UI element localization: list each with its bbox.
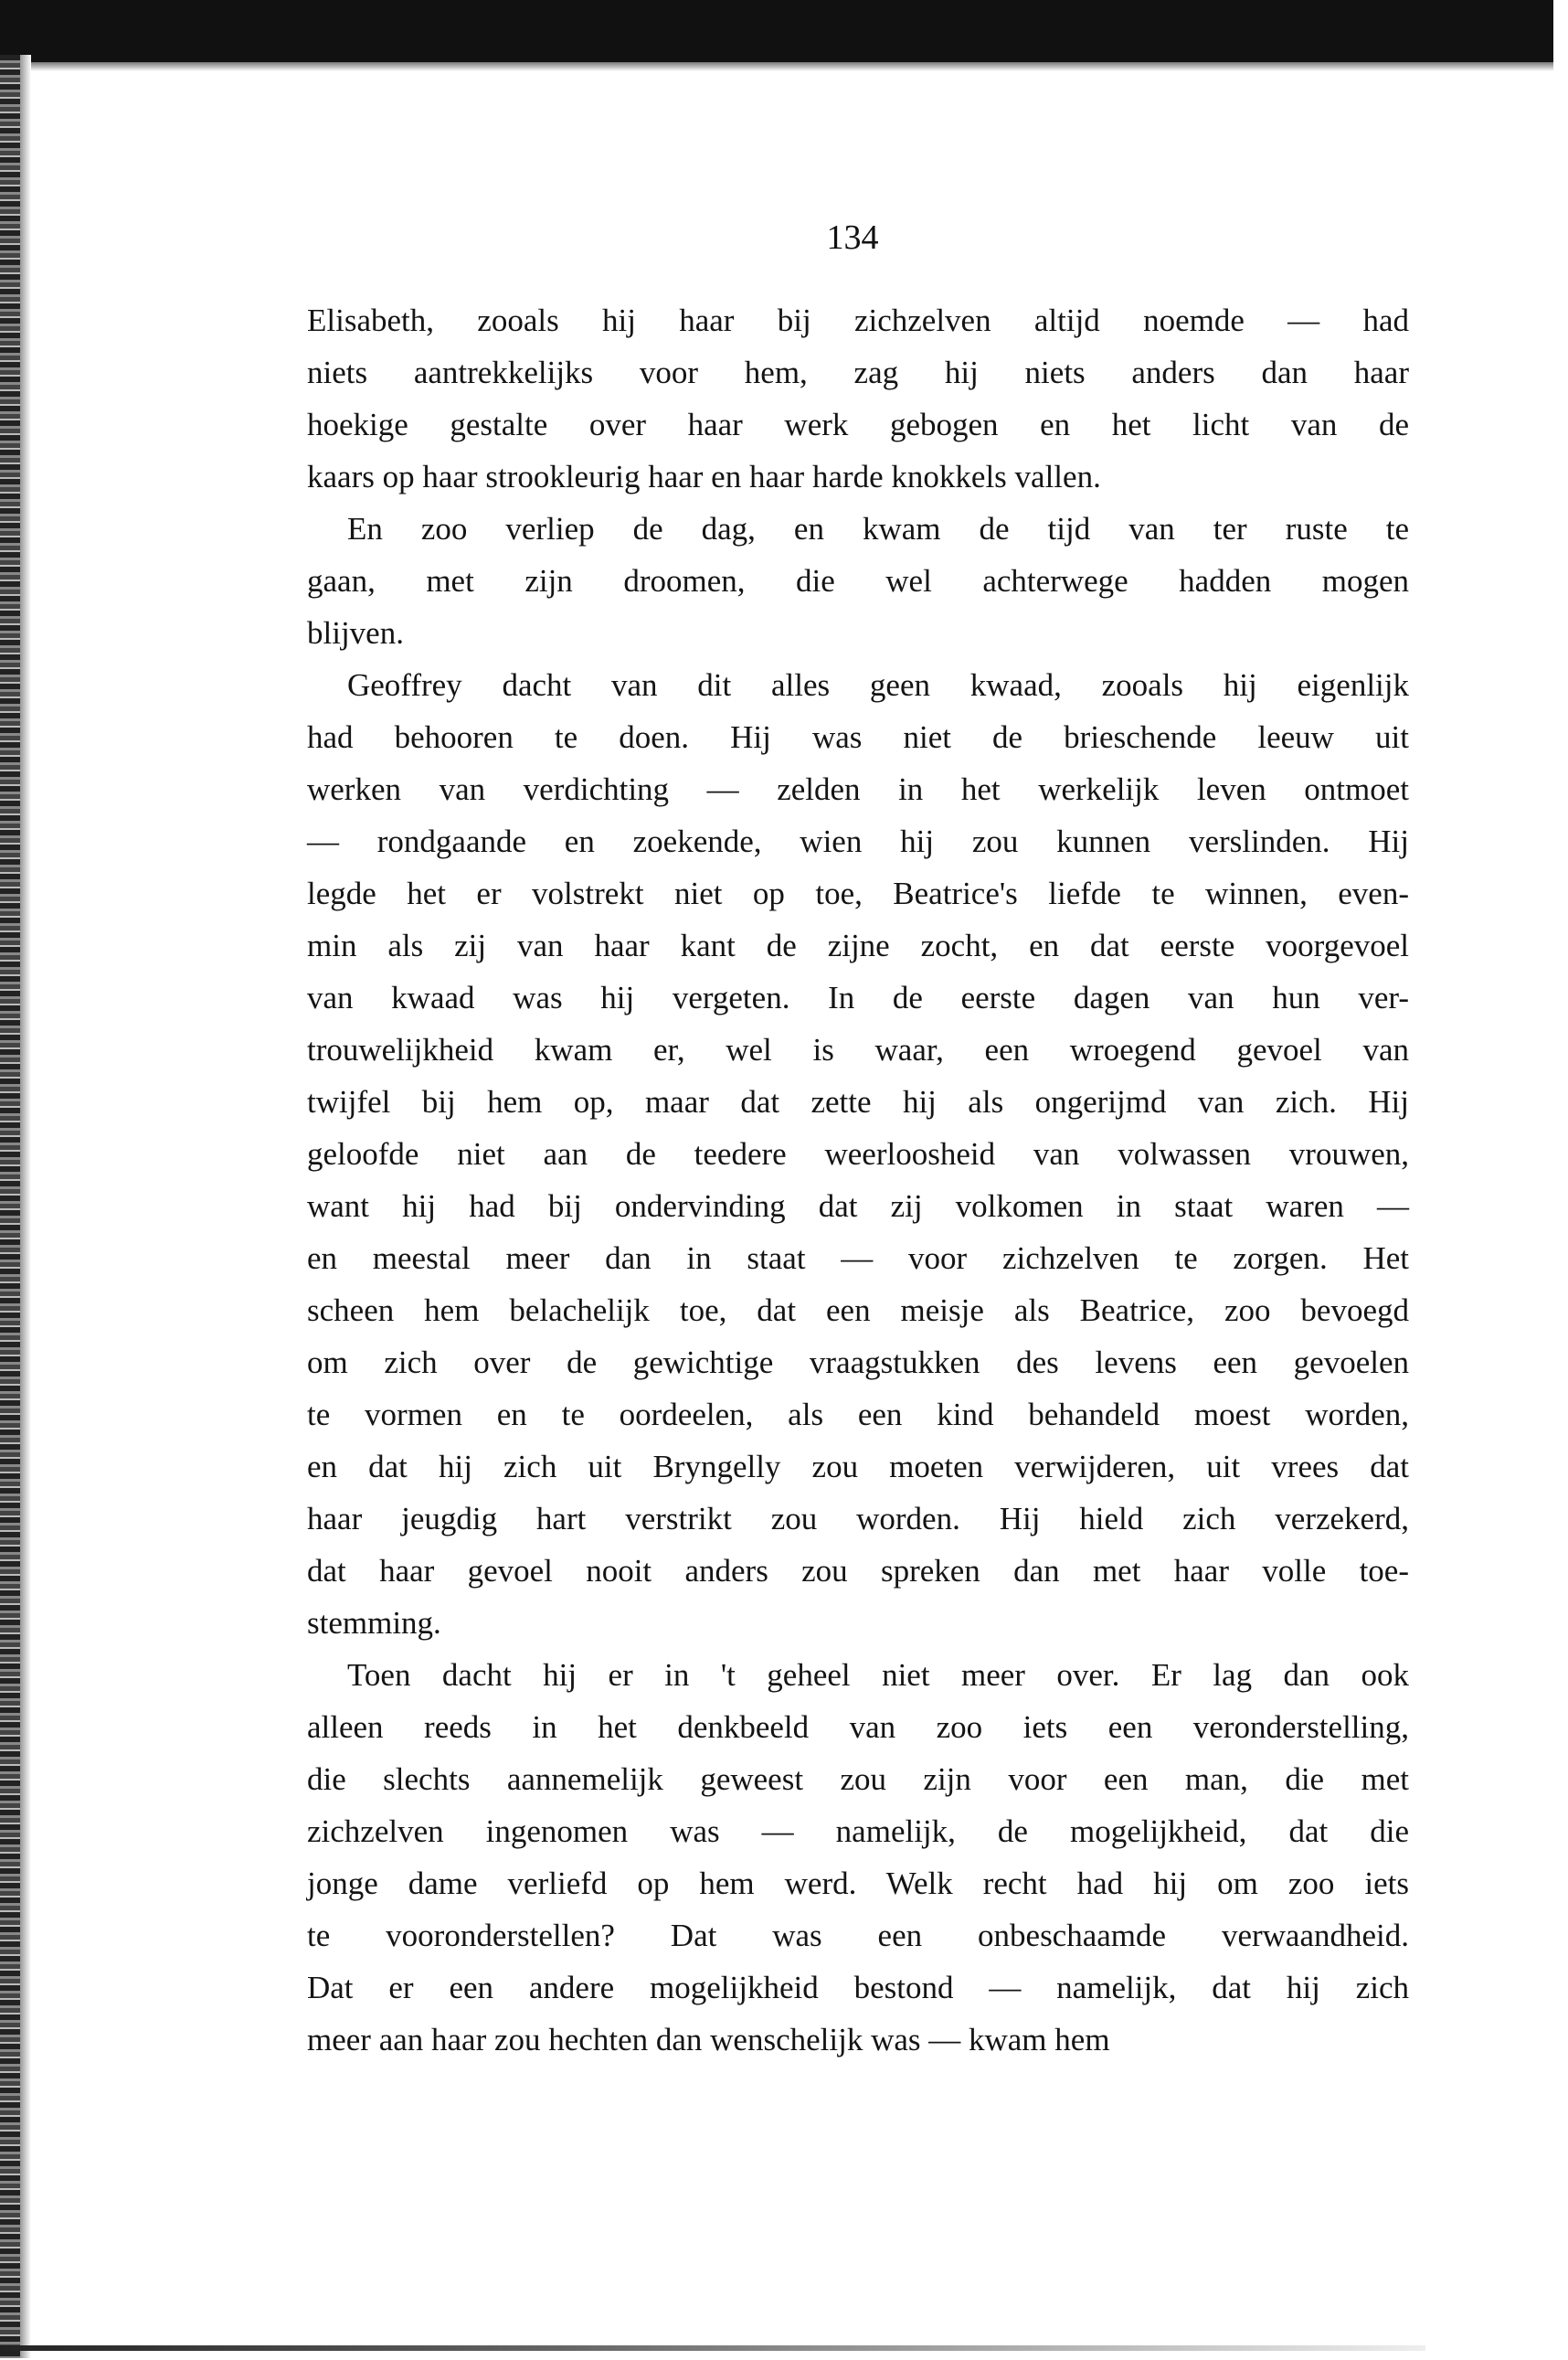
text-line: Dat er een andere mogelijkheid bestond — namelijk, dat hij zich: [307, 1970, 1409, 2005]
text-line: alleen reeds in het denkbeeld van zoo iets een veronderstelling,: [307, 1709, 1409, 1745]
text-line: te vormen en te oordeelen, als een kind behandeld moest worden,: [307, 1397, 1409, 1432]
text-line: trouwelijkheid kwam er, wel is waar, een wroegend gevoel van: [307, 1032, 1409, 1068]
text-line: van kwaad was hij vergeten. In de eerste dagen van hun ver-: [307, 980, 1409, 1015]
text-line: legde het er volstrekt niet op toe, Beatrice's liefde te winnen, even-: [307, 876, 1409, 911]
text-line: jonge dame verliefd op hem werd. Welk recht had hij om zoo iets: [307, 1866, 1409, 1901]
text-line: meer aan haar zou hechten dan wenschelijk was — kwam hem: [307, 2022, 1110, 2057]
text-line: blijven.: [307, 615, 404, 651]
text-line: te vooronderstellen? Dat was een onbeschaamde verwaandheid.: [307, 1918, 1409, 1953]
text-line: stemming.: [307, 1605, 441, 1641]
text-line: en meestal meer dan in staat — voor zichzelven te zorgen. Het: [307, 1240, 1409, 1276]
scan-bottom-border: [0, 2345, 1425, 2351]
text-line: zichzelven ingenomen was — namelijk, de mogelijkheid, dat die: [307, 1813, 1409, 1849]
scan-left-border: [0, 55, 20, 2358]
text-line: want hij had bij ondervinding dat zij volkomen in staat waren —: [307, 1188, 1409, 1224]
paragraph: [307, 503, 1409, 659]
text-line: had behooren te doen. Hij was niet de brieschende leeuw uit: [307, 719, 1409, 755]
text-line: kaars op haar strookleurig haar en haar harde knokkels vallen.: [307, 459, 1101, 494]
text-line: dat haar gevoel nooit anders zou spreken dan met haar volle toe-: [307, 1553, 1409, 1589]
text-line: en dat hij zich uit Bryngelly zou moeten verwijderen, uit vrees dat: [307, 1449, 1409, 1484]
text-line: geloofde niet aan de teedere weerloosheid van volwassen vrouwen,: [307, 1136, 1409, 1172]
text-line: Elisabeth, zooals hij haar bij zichzelven altijd noemde — had: [307, 303, 1409, 338]
text-line: gaan, met zijn droomen, die wel achterwege hadden mogen: [307, 563, 1409, 599]
text-line: werken van verdichting — zelden in het werkelijk leven ontmoet: [307, 771, 1409, 807]
page-number: 134: [826, 218, 879, 257]
text-line: En zoo verliep de dag, en kwam de tijd van ter ruste te: [347, 511, 1409, 547]
text-line: — rondgaande en zoekende, wien hij zou kunnen verslinden. Hij: [307, 824, 1409, 859]
scan-top-shadow: [0, 62, 1553, 71]
paragraph: [307, 294, 1409, 503]
body-text: [307, 294, 1409, 2066]
paragraph: [307, 659, 1409, 1649]
scan-top-border: [0, 0, 1553, 62]
text-line: scheen hem belachelijk toe, dat een meisje als Beatrice, zoo bevoegd: [307, 1292, 1409, 1328]
text-line: twijfel bij hem op, maar dat zette hij als ongerijmd van zich. Hij: [307, 1084, 1409, 1120]
text-line: Toen dacht hij er in 't geheel niet meer over. Er lag dan ook: [347, 1657, 1409, 1693]
paragraph: [307, 1649, 1409, 2066]
scan-left-shadow: [20, 55, 31, 2358]
text-line: die slechts aannemelijk geweest zou zijn voor een man, die met: [307, 1761, 1409, 1797]
text-line: haar jeugdig hart verstrikt zou worden. Hij hield zich verzekerd,: [307, 1501, 1409, 1536]
text-line: min als zij van haar kant de zijne zocht, en dat eerste voorgevoel: [307, 928, 1409, 963]
text-line: Geoffrey dacht van dit alles geen kwaad, zooals hij eigenlijk: [347, 667, 1409, 703]
text-line: om zich over de gewichtige vraagstukken des levens een gevoelen: [307, 1345, 1409, 1380]
text-line: hoekige gestalte over haar werk gebogen en het licht van de: [307, 407, 1409, 442]
text-line: niets aantrekkelijks voor hem, zag hij niets anders dan haar: [307, 355, 1409, 390]
